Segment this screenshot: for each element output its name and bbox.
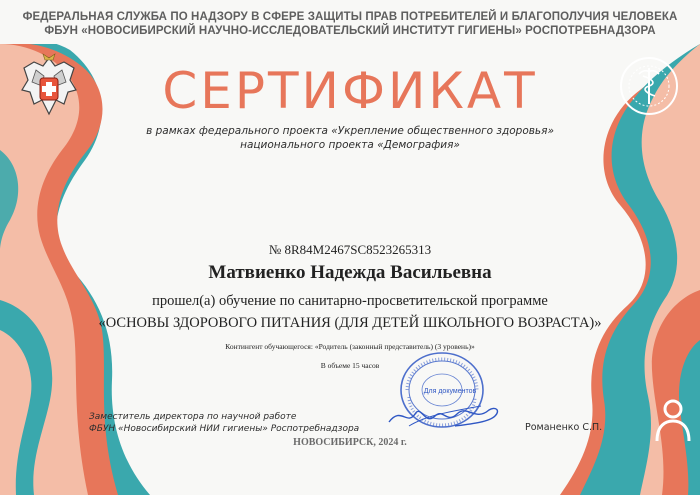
completion-text: прошел(а) обучение по санитарно-просветительской программе [152,293,548,309]
contingent-text: Контингент обучающегося: «Родитель (законный представитель) (3 уровень)» [225,342,475,351]
signer-position-line-2: ФБУН «Новосибирский НИИ гигиены» Роспотребнадзора [89,424,360,434]
certificate-title: СЕРТИФИКАТ [162,62,538,120]
city-year: НОВОСИБИРСК, 2024 г. [293,437,407,448]
handwritten-signature [385,396,505,436]
stamp-text: Для документов [423,388,477,395]
header-line-1: ФЕДЕРАЛЬНАЯ СЛУЖБА ПО НАДЗОРУ В СФЕРЕ ЗАЩИТЫ ПРАВ ПОТРЕБИТЕЛЕЙ И БЛАГОПОЛУЧИЯ ЧЕЛОВЕКА [22,11,678,23]
certificate-number: № 8R84M2467SC8523265313 [268,242,432,257]
program-title: «ОСНОВЫ ЗДОРОВОГО ПИТАНИЯ (ДЛЯ ДЕТЕЙ ШКОЛЬНОГО ВОЗРАСТА)» [98,315,602,331]
signer-position-line-1: Заместитель директора по научной работе [89,412,297,422]
signer-name: Романенко С.П. [525,422,603,433]
header-line-2: ФБУН «НОВОСИБИРСКИЙ НАУЧНО-ИССЛЕДОВАТЕЛЬСКИЙ ИНСТИТУТ ГИГИЕНЫ» РОСПОТРЕБНАДЗОРА [44,25,656,37]
subtitle-line-2: национального проекта «Демография» [240,139,460,151]
recipient-name: Матвиенко Надежда Васильевна [208,262,492,283]
hours-text: В объеме 15 часов [320,361,380,370]
subtitle-line-1: в рамках федерального проекта «Укрепление общественного здоровья» [146,125,554,137]
person-icon [652,397,694,443]
